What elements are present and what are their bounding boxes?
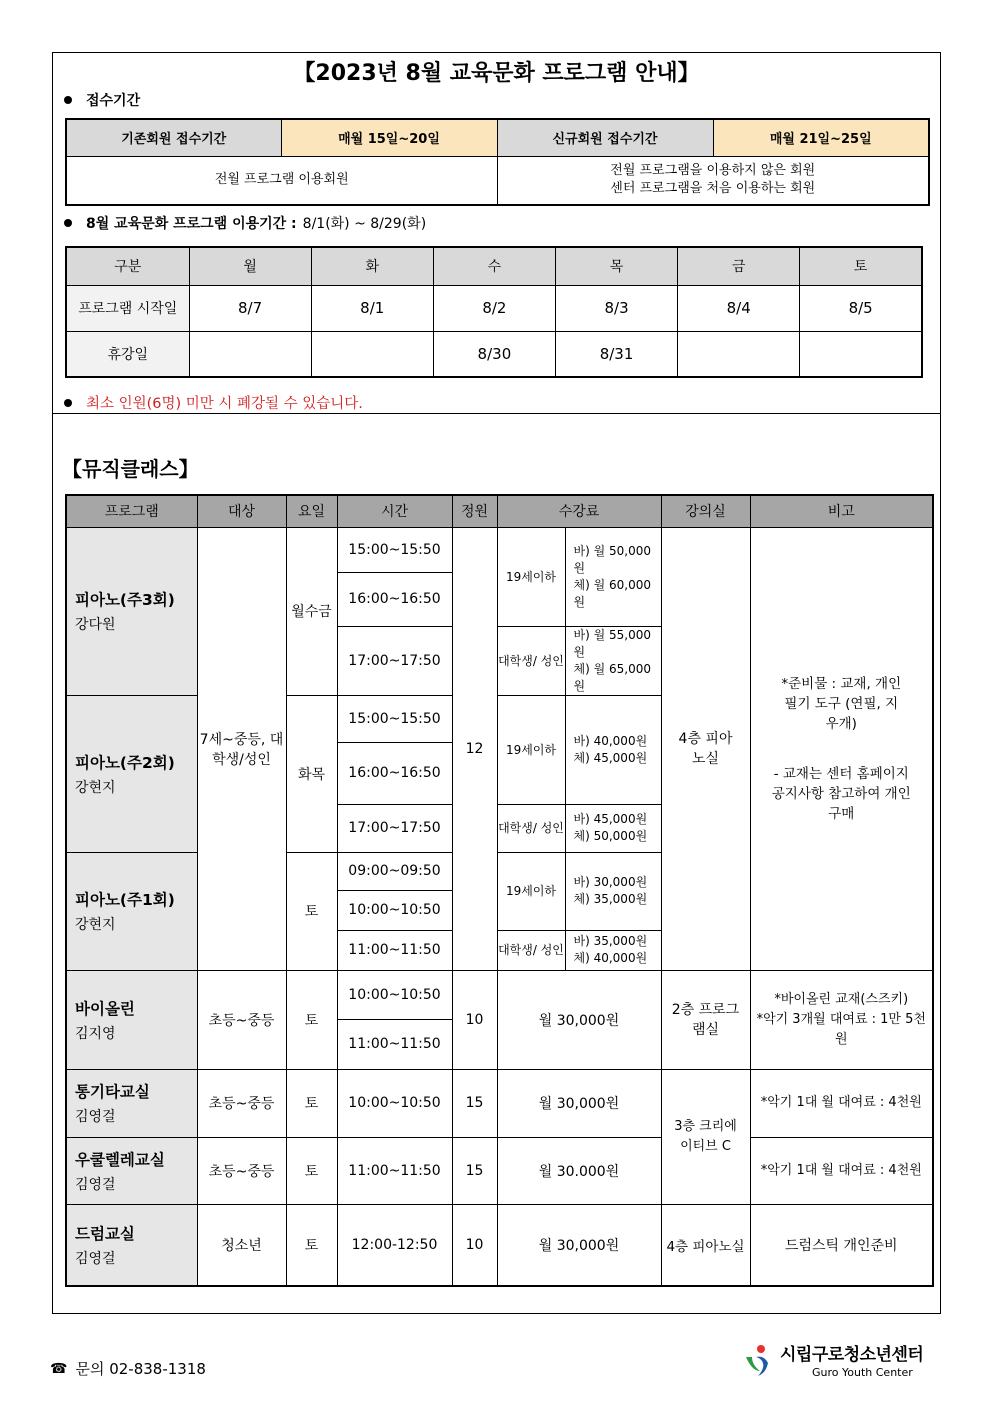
- holiday-label: 휴강일: [66, 331, 189, 377]
- time-slot: 15:00~15:50: [337, 695, 452, 742]
- existing-label: 기존회원 접수기간: [66, 119, 281, 156]
- music-class-table: [65, 494, 934, 1287]
- day-header: 토: [800, 247, 922, 285]
- drum-days: 토: [286, 1204, 337, 1286]
- new-desc: 전월 프로그램을 이용하지 않은 회원 센터 프로그램을 처음 이용하는 회원: [497, 156, 929, 205]
- ukulele-target: 초등~중등: [197, 1137, 286, 1204]
- piano1-days: 토: [286, 852, 337, 970]
- start-label: 프로그램 시작일: [66, 285, 189, 331]
- registration-heading: 접수기간: [64, 90, 140, 110]
- program-guitar: 통기타교실 김영걸: [66, 1069, 197, 1137]
- time-slot: 10:00~10:50: [337, 890, 452, 930]
- drum-room: 4층 피아노실: [661, 1204, 750, 1286]
- drum-fee: 월 30,000원: [497, 1204, 661, 1286]
- guitar-note: *악기 1대 월 대여료 : 4천원: [750, 1069, 933, 1137]
- bullet-icon: [64, 219, 72, 227]
- age-group: 19세이하: [497, 527, 565, 626]
- age-group: 19세이하: [497, 695, 565, 804]
- piano-capacity: 12: [452, 527, 497, 970]
- day-header: 수: [433, 247, 555, 285]
- program-piano1: 피아노(주1회) 강현지: [66, 852, 197, 970]
- col-target: 대상: [197, 495, 286, 527]
- time-slot: 12:00-12:50: [337, 1204, 452, 1286]
- org-logo: [742, 1340, 923, 1379]
- notice-line: 최소 인원(6명) 미만 시 폐강될 수 있습니다.: [64, 392, 363, 413]
- fee-value: 바) 월 55,000원 체) 월 65,000원: [565, 626, 661, 695]
- time-slot: 17:00~17:50: [337, 626, 452, 695]
- fee-value: 바) 45,000원 체) 50,000원: [565, 804, 661, 852]
- guitar-fee: 월 30,000원: [497, 1069, 661, 1137]
- piano-room: 4층 피아노실: [661, 527, 750, 970]
- violin-fee: 월 30,000원: [497, 970, 661, 1069]
- start-date: 8/1: [311, 285, 433, 331]
- section-title: 【뮤직클래스】: [62, 457, 199, 481]
- time-slot: 10:00~10:50: [337, 1069, 452, 1137]
- fee-value: 바) 40,000원 체) 45,000원: [565, 695, 661, 804]
- time-slot: 11:00~11:50: [337, 1019, 452, 1069]
- drum-capacity: 10: [452, 1204, 497, 1286]
- age-group: 19세이하: [497, 852, 565, 930]
- start-date: 8/2: [433, 285, 555, 331]
- ukulele-note: *악기 1대 월 대여료 : 4천원: [750, 1137, 933, 1204]
- piano-target: 7세~중등, 대학생/성인: [197, 527, 286, 970]
- registration-table: [65, 118, 930, 206]
- program-drum: 드럼교실 김영걸: [66, 1204, 197, 1286]
- violin-days: 토: [286, 970, 337, 1069]
- holiday-date: 8/30: [433, 331, 555, 377]
- day-header: 목: [555, 247, 677, 285]
- col-time: 시간: [337, 495, 452, 527]
- schedule-header-label: 구분: [66, 247, 189, 285]
- time-slot: 10:00~10:50: [337, 970, 452, 1019]
- phone-icon: ☎: [50, 1360, 68, 1377]
- ukulele-days: 토: [286, 1137, 337, 1204]
- age-group: 대학생/ 성인: [497, 626, 565, 695]
- drum-note: 드럼스틱 개인준비: [750, 1204, 933, 1286]
- holiday-date: [678, 331, 800, 377]
- fee-value: 바) 30,000원 체) 35,000원: [565, 852, 661, 930]
- guitar-days: 토: [286, 1069, 337, 1137]
- ukulele-fee: 월 30.000원: [497, 1137, 661, 1204]
- time-slot: 16:00~16:50: [337, 572, 452, 626]
- new-period: 매월 21일~25일: [713, 119, 929, 156]
- fee-value: 바) 35,000원 체) 40,000원: [565, 930, 661, 970]
- time-slot: 15:00~15:50: [337, 527, 452, 572]
- bullet-icon: [64, 96, 72, 104]
- col-days: 요일: [286, 495, 337, 527]
- start-date: 8/7: [189, 285, 311, 331]
- piano-note: *준비물 : 교재, 개인 필기 도구 (연필, 지우개) - 교재는 센터 홈페이지 공지사항 참고하여 개인 구매: [750, 527, 933, 970]
- holiday-date: [800, 331, 922, 377]
- org-name-en: Guro Youth Center: [812, 1366, 913, 1379]
- existing-desc: 전월 프로그램 이용회원: [66, 156, 497, 205]
- col-note: 비고: [750, 495, 933, 527]
- schedule-table: [65, 246, 923, 378]
- program-ukulele: 우쿨렐레교실 김영걸: [66, 1137, 197, 1204]
- violin-note: *바이올린 교재(스즈키) *악기 3개월 대여료 : 1만 5천원: [750, 970, 933, 1069]
- violin-room: 2층 프로그램실: [661, 970, 750, 1069]
- drum-target: 청소년: [197, 1204, 286, 1286]
- fee-value: 바) 월 50,000원 체) 월 60,000원: [565, 527, 661, 626]
- col-room: 강의실: [661, 495, 750, 527]
- time-slot: 17:00~17:50: [337, 804, 452, 852]
- page-title: 【2023년 8월 교육문화 프로그램 안내】: [293, 61, 700, 86]
- holiday-date: 8/31: [555, 331, 677, 377]
- new-label: 신규회원 접수기간: [497, 119, 713, 156]
- existing-period: 매월 15일~20일: [281, 119, 497, 156]
- start-date: 8/4: [678, 285, 800, 331]
- time-slot: 11:00~11:50: [337, 1137, 452, 1204]
- piano3-days: 월수금: [286, 527, 337, 695]
- age-group: 대학생/ 성인: [497, 804, 565, 852]
- guitar-target: 초등~중등: [197, 1069, 286, 1137]
- contact-phone: ☎ 문의 02-838-1318: [50, 1360, 206, 1378]
- violin-capacity: 10: [452, 970, 497, 1069]
- guitar-capacity: 15: [452, 1069, 497, 1137]
- shared-room: 3층 크리에이티브 C: [661, 1069, 750, 1204]
- day-header: 화: [311, 247, 433, 285]
- start-date: 8/5: [800, 285, 922, 331]
- col-fee: 수강료: [497, 495, 661, 527]
- ukulele-capacity: 15: [452, 1137, 497, 1204]
- time-slot: 16:00~16:50: [337, 742, 452, 804]
- violin-target: 초등~중등: [197, 970, 286, 1069]
- time-slot: 09:00~09:50: [337, 852, 452, 890]
- program-piano3: 피아노(주3회) 강다원: [66, 527, 197, 695]
- section-divider: [52, 413, 941, 414]
- holiday-date: [189, 331, 311, 377]
- piano2-days: 화목: [286, 695, 337, 852]
- start-date: 8/3: [555, 285, 677, 331]
- holiday-date: [311, 331, 433, 377]
- org-name-ko: 시립구로청소년센터: [780, 1345, 924, 1365]
- bullet-icon: [64, 399, 72, 407]
- guro-logo-icon: [742, 1343, 776, 1377]
- program-violin: 바이올린 김지영: [66, 970, 197, 1069]
- day-header: 월: [189, 247, 311, 285]
- age-group: 대학생/ 성인: [497, 930, 565, 970]
- col-program: 프로그램: [66, 495, 197, 527]
- program-piano2: 피아노(주2회) 강현지: [66, 695, 197, 852]
- period-line: 8월 교육문화 프로그램 이용기간 : 8/1(화) ~ 8/29(화): [64, 213, 426, 233]
- time-slot: 11:00~11:50: [337, 930, 452, 970]
- day-header: 금: [678, 247, 800, 285]
- col-capacity: 정원: [452, 495, 497, 527]
